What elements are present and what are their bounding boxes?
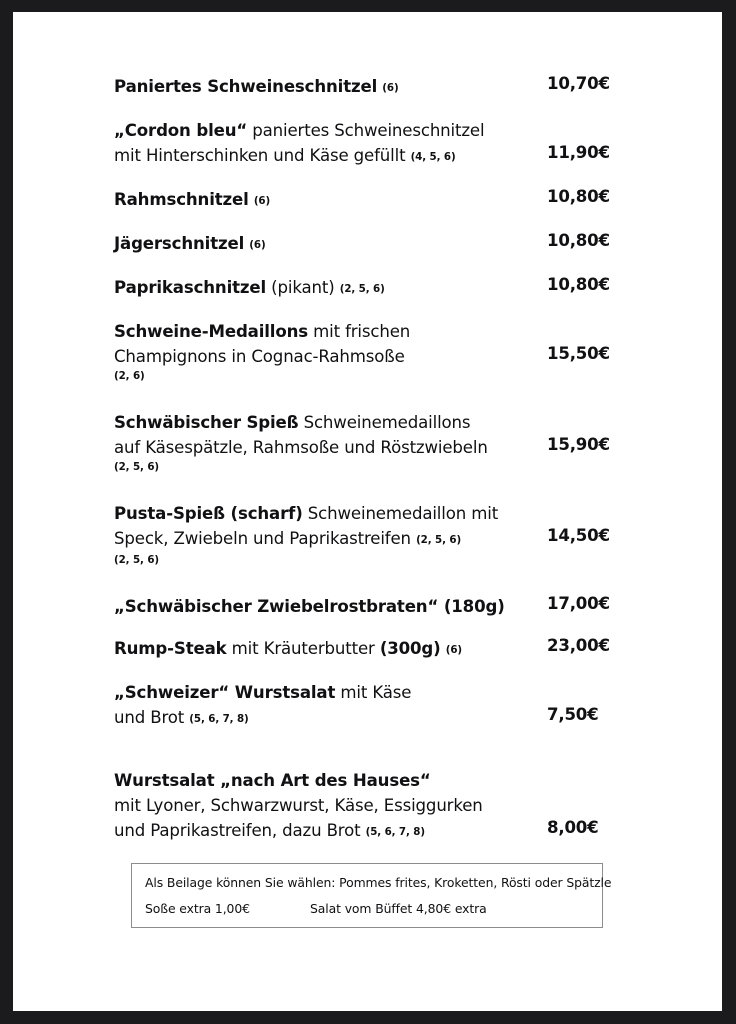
menu-item-price: 17,00€ [547, 594, 610, 613]
menu-item [114, 74, 614, 101]
dish-name: „Schweizer“ Wurstsalat [114, 683, 336, 702]
menu-item-title-line [114, 501, 526, 526]
dish-description: paniertes Schweineschnitzel [247, 121, 485, 140]
menu-item-desc-line [114, 818, 526, 845]
menu-item [114, 594, 614, 619]
dish-description: und Paprikastreifen, dazu Brot [114, 821, 366, 840]
menu-item [114, 187, 614, 214]
side-dish-note-box [131, 863, 612, 928]
allergen-markers: (4, 5, 6) [410, 151, 456, 163]
note-sauce-extra: Soße extra 1,00€ [145, 901, 250, 916]
allergen-markers: (5, 6, 7, 8) [365, 826, 425, 838]
allergen-markers: (6) [445, 644, 463, 656]
menu-page [13, 12, 722, 1011]
menu-item-price: 7,50€ [547, 705, 599, 724]
menu-item-desc-line [114, 793, 526, 818]
dish-description: mit Kräuterbutter [226, 639, 380, 658]
allergen-markers: (2, 5, 6) [416, 534, 462, 546]
menu-item-title-line [114, 74, 526, 101]
menu-item-text [114, 319, 526, 384]
menu-item-title-line [114, 231, 526, 258]
menu-item [114, 680, 614, 732]
menu-item-text [114, 594, 526, 619]
menu-item-text [114, 231, 526, 258]
menu-item-title-line [114, 768, 526, 793]
menu-item-price: 10,80€ [547, 275, 610, 294]
menu-item-title-line [114, 319, 526, 344]
menu-item-title-line [114, 410, 526, 435]
dish-portion: (300g) [379, 639, 441, 658]
allergen-markers: (6) [253, 195, 271, 207]
allergen-markers: (2, 5, 6) [339, 283, 385, 295]
dish-name: „Cordon bleu“ [114, 121, 248, 140]
dish-description: Speck, Zwiebeln und Paprikastreifen [114, 529, 417, 548]
dish-description: mit Hinterschinken und Käse gefüllt [114, 146, 411, 165]
menu-item [114, 231, 614, 258]
dish-description: Champignons in Cognac-Rahmsoße [114, 347, 405, 366]
menu-item [114, 501, 614, 568]
dish-name: Rump-Steak [114, 639, 227, 658]
allergen-markers: (6) [382, 82, 399, 94]
menu-item-text [114, 636, 526, 663]
menu-item-price: 10,70€ [547, 74, 610, 93]
dish-description: Schweinemedaillons [298, 413, 471, 432]
menu-item [114, 636, 614, 663]
dish-name: Paprikaschnitzel [114, 278, 267, 297]
menu-item-price: 23,00€ [547, 636, 610, 655]
dish-description: mit Käse [335, 683, 412, 702]
dish-description: und Brot [114, 708, 190, 727]
menu-item [114, 319, 614, 384]
menu-item-desc-line [114, 705, 526, 732]
dish-description: mit Lyoner, Schwarzwurst, Käse, Essiggurken [114, 796, 483, 815]
menu-item-desc-line [114, 435, 526, 460]
dish-name: Schwäbischer Spieß [114, 413, 299, 432]
menu-item-text [114, 501, 526, 568]
allergen-markers-line: (2, 5, 6) [114, 461, 159, 473]
menu-item [114, 768, 614, 845]
dish-description: mit frischen [307, 322, 411, 341]
dish-description: Schweinemedaillon mit [302, 504, 499, 523]
menu-item-price: 10,80€ [547, 187, 610, 206]
menu-item-text [114, 275, 526, 302]
menu-item-text [114, 118, 526, 170]
dish-name: Jägerschnitzel [114, 234, 245, 253]
menu-item-title-line [114, 680, 526, 705]
menu-item-price: 8,00€ [547, 818, 599, 837]
menu-item [114, 410, 614, 475]
dish-name: Wurstsalat „nach Art des Hauses“ [114, 771, 431, 790]
dish-description: (pikant) [266, 278, 340, 297]
note-salad-buffet: Salat vom Büffet 4,80€ extra [310, 901, 487, 916]
dish-name: Paniertes Schweineschnitzel [114, 77, 378, 96]
dish-name: Rahmschnitzel [114, 190, 249, 209]
menu-item-price: 10,80€ [547, 231, 610, 250]
allergen-markers-line: (2, 5, 6) [114, 554, 159, 566]
menu-item-title-line [114, 636, 526, 663]
menu-item-desc-line [114, 526, 526, 553]
menu-item-text [114, 74, 526, 101]
menu-item-list [114, 74, 614, 862]
menu-item-price: 14,50€ [547, 526, 610, 545]
note-side-dishes: Als Beilage können Sie wählen: Pommes frites, Kroketten, Rösti oder Spätzle [145, 875, 612, 890]
allergen-markers-line: (2, 6) [114, 370, 145, 382]
menu-item-price: 15,50€ [547, 344, 610, 363]
menu-item-desc-line [114, 143, 526, 170]
menu-item-title-line [114, 187, 526, 214]
dish-description: auf Käsespätzle, Rahmsoße und Röstzwiebeln [114, 438, 488, 457]
dish-name: Schweine-Medaillons [114, 322, 308, 341]
menu-item-price: 11,90€ [547, 143, 610, 162]
menu-item-desc-line [114, 344, 526, 369]
menu-item-text [114, 410, 526, 475]
allergen-markers: (5, 6, 7, 8) [189, 713, 249, 725]
menu-item-text [114, 680, 526, 732]
menu-item-title-line [114, 594, 526, 619]
menu-item-title-line [114, 118, 526, 143]
menu-item-price: 15,90€ [547, 435, 610, 454]
menu-item [114, 275, 614, 302]
allergen-markers: (6) [249, 239, 266, 251]
dish-name: Pusta-Spieß (scharf) [114, 504, 303, 523]
menu-item-text [114, 187, 526, 214]
menu-item [114, 118, 614, 170]
dish-name: „Schwäbischer Zwiebelrostbraten“ (180g) [114, 597, 505, 616]
menu-item-title-line [114, 275, 526, 302]
menu-item-text [114, 768, 526, 845]
